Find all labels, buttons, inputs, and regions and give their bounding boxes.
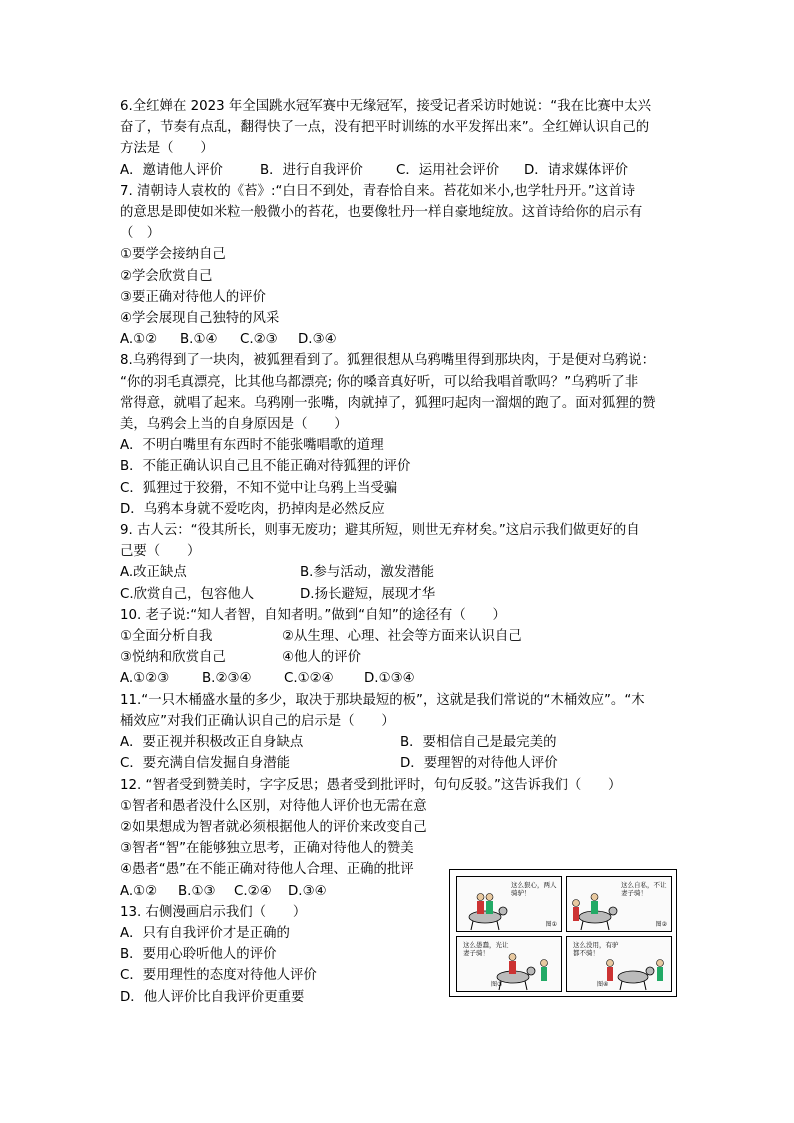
q12-option-b[interactable]: B.①③ bbox=[178, 883, 216, 899]
donkey-comic bbox=[449, 869, 677, 997]
q13-option-b[interactable]: B．要用心聆听他人的评价 bbox=[120, 947, 277, 963]
q7-option-d[interactable]: D.③④ bbox=[298, 332, 337, 348]
q7-item-1: ①要学会接纳自己 bbox=[120, 247, 226, 263]
q11-option-a[interactable]: A．要正视并积极改正自身缺点 bbox=[120, 735, 304, 751]
q10-item-3: ③悦纳和欣赏自己 bbox=[120, 650, 226, 666]
comic-tag-4: 图④ bbox=[597, 981, 609, 988]
q9-options-row-2 bbox=[120, 584, 680, 605]
q7-options bbox=[120, 329, 680, 350]
q9-line-1: 9. 古人云：“役其所长，则事无废功；避其所短，则世无弃材矣。”这启示我们做更好的自 bbox=[120, 523, 640, 539]
q13-option-d[interactable]: D．他人评价比自我评价更重要 bbox=[120, 989, 305, 1005]
q6-option-d[interactable]: D．请求媒体评价 bbox=[524, 162, 629, 178]
q11-options-row-2 bbox=[120, 753, 680, 774]
q6-option-c[interactable]: C．运用社会评价 bbox=[396, 162, 500, 178]
donkey-two-riders-icon bbox=[457, 877, 517, 932]
q12-line-1: 12. “智者受到赞美时，字字反思；愚者受到批评时，句句反驳。”这告诉我们（ ） bbox=[120, 777, 622, 793]
q11-line-1: 11.“一只木桶盛水量的多少，取决于那块最短的板”，这就是我们常说的“木桶效应”。“木 bbox=[120, 692, 645, 708]
q6-line-2: 奋了，节奏有点乱，翻得快了一点，没有把平时训练的水平发挥出来”。全红婵认识自己的 bbox=[120, 120, 650, 136]
q8-option-d[interactable]: D．乌鸦本身就不爱吃肉，扔掉肉是必然反应 bbox=[120, 501, 385, 517]
q10-items-row-1 bbox=[120, 626, 680, 647]
q8-line-1: 8.乌鸦得到了一块肉，被狐狸看到了。狐狸很想从乌鸦嘴里得到那块肉，于是便对乌鸦说： bbox=[120, 353, 656, 369]
q10-option-c[interactable]: C.①②④ bbox=[284, 671, 334, 687]
donkey-man-rides-icon bbox=[567, 877, 627, 932]
q8-option-b[interactable]: B．不能正确认识自己且不能正确对待狐狸的评价 bbox=[120, 459, 411, 475]
q7-option-b[interactable]: B.①④ bbox=[180, 332, 218, 348]
q7-item-4: ④学会展现自己独特的风采 bbox=[120, 311, 280, 327]
comic-panel-1 bbox=[456, 876, 562, 932]
q10-item-1: ①全面分析自我 bbox=[120, 629, 213, 645]
q11-options-row-1 bbox=[120, 732, 680, 753]
q8-line-2: “你的羽毛真漂亮，比其他乌都漂亮; 你的嗓音真好听，可以给我唱首歌吗？”乌鸦听了非 bbox=[120, 374, 639, 390]
q13-option-c[interactable]: C．要用理性的态度对待他人评价 bbox=[120, 968, 317, 984]
q9-option-a[interactable]: A.改正缺点 bbox=[120, 565, 187, 581]
q12-option-a[interactable]: A.①② bbox=[120, 883, 158, 899]
q11-line-2: 桶效应”对我们正确认识自己的启示是（ ） bbox=[120, 713, 395, 729]
q10-options bbox=[120, 668, 680, 689]
q9-option-c[interactable]: C.欣赏自己，包容他人 bbox=[120, 586, 255, 602]
q10-option-d[interactable]: D.①③④ bbox=[364, 671, 415, 687]
q8-option-c[interactable]: C．狐狸过于狡猾，不知不觉中让乌鸦上当受骗 bbox=[120, 480, 398, 496]
q10-items-row-2 bbox=[120, 647, 680, 668]
q9-option-d[interactable]: D.扬长避短，展现才华 bbox=[300, 586, 436, 602]
q12-item-3: ③智者“智”在能够独立思考，正确对待他人的赞美 bbox=[120, 841, 414, 857]
q13-option-a[interactable]: A．只有自我评价才是正确的 bbox=[120, 925, 290, 941]
q9-option-b[interactable]: B.参与活动，激发潜能 bbox=[300, 565, 434, 581]
q7-line-3: （ ） bbox=[120, 226, 161, 242]
q6-line-3: 方法是（ ） bbox=[120, 141, 214, 157]
q9-line-2: 己要（ ） bbox=[120, 544, 201, 560]
q11-option-b[interactable]: B．要相信自己是最完美的 bbox=[400, 735, 557, 751]
q6-line-1: 6.全红婵在 2023 年全国跳水冠军赛中无缘冠军，接受记者采访时她说：“我在比赛中太兴 bbox=[120, 99, 651, 114]
q7-item-3: ③要正确对待他人的评价 bbox=[120, 289, 266, 305]
q6-options bbox=[120, 160, 680, 181]
q7-item-2: ②学会欣赏自己 bbox=[120, 268, 213, 284]
q7-option-c[interactable]: C.②③ bbox=[240, 332, 278, 348]
comic-caption-1: 这么狠心，两人骑驴！ bbox=[511, 881, 557, 897]
q7-line-1: 7. 清朝诗人袁枚的《苔》:“白日不到处，青春恰自来。苔花如米小,也学牡丹开。”这首诗 bbox=[120, 183, 636, 199]
comic-panel-2 bbox=[566, 876, 672, 932]
q8-line-4: 美，乌鸦会上当的自身原因是（ ） bbox=[120, 417, 348, 433]
q7-option-a[interactable]: A.①② bbox=[120, 332, 158, 348]
q7-line-2: 的意思是即使如米粒一般微小的苔花，也要像牡丹一样自豪地绽放。这首诗给你的启示有 bbox=[120, 205, 643, 221]
q10-line: 10. 老子说:“知人者智，自知者明。”做到“自知”的途径有（ ） bbox=[120, 607, 506, 623]
q9-options-row-1 bbox=[120, 562, 680, 583]
q6-option-a[interactable]: A．邀请他人评价 bbox=[120, 162, 223, 178]
comic-caption-2: 这么自私，不让妻子骑！ bbox=[621, 881, 667, 897]
q8-option-a[interactable]: A．不明白嘴里有东西时不能张嘴唱歌的道理 bbox=[120, 438, 384, 454]
comic-tag-3: 图③ bbox=[491, 981, 503, 988]
comic-tag-2: 图② bbox=[655, 921, 667, 928]
comic-tag-1: 图① bbox=[545, 921, 557, 928]
q11-option-c[interactable]: C．要充满自信发掘自身潜能 bbox=[120, 756, 291, 772]
comic-panel-4 bbox=[566, 936, 672, 992]
q10-item-4: ④他人的评价 bbox=[282, 650, 361, 666]
q10-option-b[interactable]: B.②③④ bbox=[202, 671, 252, 687]
q8-line-3: 常得意，就唱了起来。乌鸦刚一张嘴，肉就掉了，狐狸叼起肉一溜烟的跑了。面对狐狸的赞 bbox=[120, 395, 656, 411]
q12-item-1: ①智者和愚者没什么区别，对待他人评价也无需在意 bbox=[120, 798, 427, 814]
q10-option-a[interactable]: A.①②③ bbox=[120, 671, 170, 687]
q10-item-2: ②从生理、心理、社会等方面来认识自己 bbox=[282, 629, 522, 645]
q12-item-4: ④愚者“愚”在不能正确对待他人合理、正确的批评 bbox=[120, 862, 414, 878]
comic-caption-4: 这么没用，有驴都不骑！ bbox=[573, 941, 619, 957]
q12-item-2: ②如果想成为智者就必须根据他人的评价来改变自己 bbox=[120, 819, 427, 835]
q13-line-1: 13. 右侧漫画启示我们（ ） bbox=[120, 904, 307, 920]
q6-option-b[interactable]: B．进行自我评价 bbox=[260, 162, 363, 178]
comic-caption-3: 这么愚蠢，光让妻子骑！ bbox=[463, 941, 509, 957]
q12-option-d[interactable]: D.③④ bbox=[288, 883, 327, 899]
q11-option-d[interactable]: D．要理智的对待他人评价 bbox=[400, 756, 558, 772]
comic-panel-3 bbox=[456, 936, 562, 992]
q12-option-c[interactable]: C.②④ bbox=[234, 883, 272, 899]
